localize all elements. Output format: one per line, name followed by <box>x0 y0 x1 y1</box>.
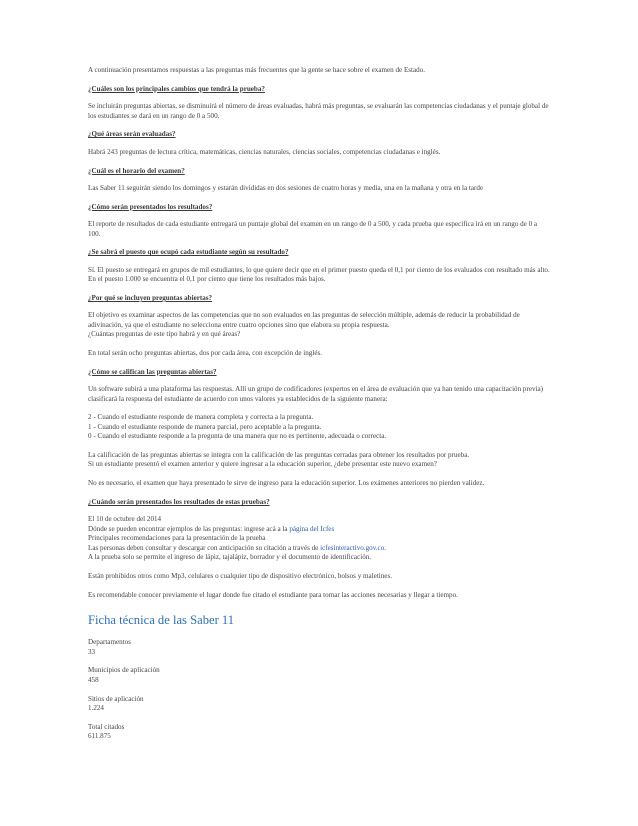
stat-value: 1.224 <box>88 703 104 712</box>
answer-line: Si un estudiante presentó el examen anterior y quiere ingresar a la educación superior, ¿debe presentar este nuevo examen? <box>88 460 437 469</box>
faq-answer <box>88 102 550 121</box>
faq-question: ¿Cómo serán presentados los resultados? <box>88 202 213 211</box>
faq-answer <box>88 413 550 441</box>
recommendations-heading: Principales recomendaciones para la presentación de la prueba <box>88 534 266 543</box>
ficha-tecnica-title: Ficha técnica de las Saber 11 <box>88 613 235 628</box>
stat-item <box>88 723 550 742</box>
answer-line: No es necesario, el examen que haya presentado le sirve de ingreso para la educación superior. Los exámenes anteriores no pierden validez. <box>88 479 485 488</box>
answer-line: 2 - Cuando el estudiante responde de manera completa y correcta a la pregunta. <box>88 413 314 422</box>
examples-line: Dónde se pueden encontrar ejemplos de las preguntas: ingrese acá a la página del Icfes <box>88 524 335 533</box>
answer-line: 0 - Cuando el estudiante responde a la pregunta de una manera que no es pertinente, adecuada o correcta. <box>88 432 387 441</box>
citation-line: Las personas deben consultar y descargar con anticipación su citación a través de icfesinteractivo.gov.co. <box>88 543 387 552</box>
results-date: El 10 de octubre del 2014 <box>88 515 162 524</box>
answer-line: Habrá 243 preguntas de lectura crítica, matemáticas, ciencias naturales, ciencias sociales, competencias ciudadanas e inglés. <box>88 147 441 156</box>
answer-line: ¿Cuántas preguntas de este tipo habrá y en qué áreas? <box>88 330 241 339</box>
answer-line: Sí. El puesto se entregará en grupos de mil estudiantes, lo que quiere decir que en el primer puesto queda el 0,1 por ciento de los evaluados con resultado más alto. En el puesto 1.000 se encuentra el 0,1 por ciento que tiene los resultados más bajos. <box>88 265 550 284</box>
stat-label: Departamentos <box>88 638 131 647</box>
icfes-interactivo-link[interactable]: icfesinteractivo.gov.co. <box>320 543 387 552</box>
stat-value: 458 <box>88 675 99 684</box>
materials-line: A la prueba solo se permite el ingreso de lápiz, tajalápiz, borrador y el documento de identificación. <box>88 553 372 562</box>
intro-paragraph: A continuación presentamos respuestas a las preguntas más frecuentes que la gente se hace sobre el examen de Estado. <box>88 66 426 74</box>
faq-question: ¿Se sabrá el puesto que ocupó cada estudiante según su resultado? <box>88 248 289 257</box>
faq-answer <box>88 220 550 239</box>
stat-label: Total citados <box>88 722 125 731</box>
faq-answer <box>88 349 550 358</box>
stat-item <box>88 638 550 657</box>
answer-line: El objetivo es examinar aspectos de las competencias que no son evaluados en las preguntas de selección múltiple, además de reducir la probabilidad de adivinación, ya que el estudiante no selecciona entre cuatro opciones sino que elabora su propia respuesta. <box>88 311 520 329</box>
faq-question: ¿Cómo se califican las preguntas abiertas? <box>88 367 217 376</box>
faq-answer <box>88 266 550 285</box>
answer-line: 1 - Cuando el estudiante responde de manera parcial, pero aceptable a la pregunta. <box>88 422 322 431</box>
article-body <box>88 66 550 751</box>
faq-answer <box>88 451 550 470</box>
stats-list <box>88 638 550 741</box>
faq-answer <box>88 385 550 404</box>
answer-line: El reporte de resultados de cada estudiante entregará un puntaje global del examen en un rango de 0 a 500, y cada prueba que especifica irá en un rango de 0 a 100. <box>88 220 538 238</box>
stat-value: 33 <box>88 647 96 656</box>
prohibited-line: Están prohibidos otros como Mp3, celulares o cualquier tipo de dispositivo electrónico, bolsos y maletines. <box>88 571 392 580</box>
faq-question: ¿Por qué se incluyen preguntas abiertas? <box>88 294 213 303</box>
faq-question: ¿Cuáles son los principales cambios que tendrá la prueba? <box>88 84 265 93</box>
answer-line: Un software subirá a una plataforma las respuestas. Allí un grupo de codificadores (expertos en el área de evaluación que ya han tenido una capacitación previa) clasificará la respuesta del estudiante de acuerdo con unos valores ya establecidos de la siguiente manera: <box>88 385 543 403</box>
stat-item <box>88 695 550 714</box>
stat-item <box>88 666 550 685</box>
question-results-date: ¿Cuándo serán presentados los resultados de estas pruebas? <box>88 498 270 507</box>
faq-list <box>88 85 550 489</box>
answer-line: Las Saber 11 seguirán siendo los domingos y estarán divididas en dos sesiones de cuatro horas y media, una en la mañana y otra en la tarde <box>88 184 484 193</box>
faq-question: ¿Cuál es el horario del examen? <box>88 166 185 175</box>
arrive-line: Es recomendable conocer previamente el lugar donde fue citado el estudiante para tomar las acciones necesarias y llegar a tiempo. <box>88 590 458 599</box>
stat-label: Sitios de aplicación <box>88 694 144 703</box>
faq-answer <box>88 148 550 157</box>
stat-label: Municipios de aplicación <box>88 666 160 675</box>
answer-line: En total serán ocho preguntas abiertas, dos por cada área, con excepción de inglés. <box>88 349 323 358</box>
icfes-page-link[interactable]: página del Icfes <box>289 524 335 533</box>
faq-answer <box>88 184 550 193</box>
stat-value: 611.875 <box>88 732 111 741</box>
answer-line: Se incluirán preguntas abiertas, se disminuirá el número de áreas evaluadas, habrá más preguntas, se evaluarán las competencias ciudadanas y el puntaje global de los estudiantes se dará en un rango de 0 a 500. <box>88 102 549 120</box>
results-block <box>88 515 550 562</box>
faq-answer <box>88 311 550 339</box>
faq-question: ¿Qué áreas serán evaluadas? <box>88 130 176 139</box>
answer-line: La calificación de las preguntas abiertas se integra con la calificación de las preguntas cerradas para obtener los resultados por prueba. <box>88 451 470 460</box>
faq-answer <box>88 479 550 488</box>
